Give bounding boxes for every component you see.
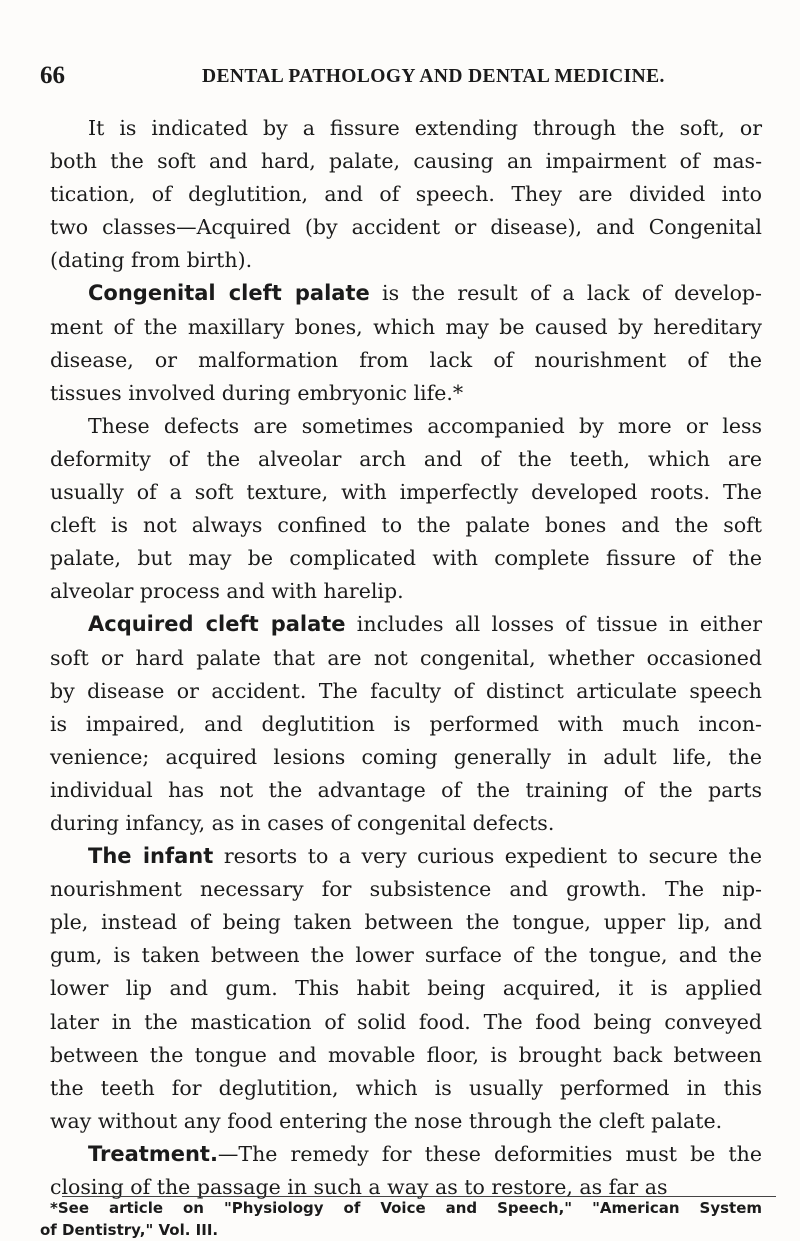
text-line — [50, 906, 762, 939]
line-text: during infancy, as in cases of congenital defects. — [50, 810, 555, 835]
line-text: These defects are sometimes accompanied by more or less — [88, 413, 762, 438]
line-text: way without any food entering the nose through the cleft palate. — [50, 1108, 723, 1133]
text-line — [50, 642, 762, 675]
text-line — [50, 708, 762, 741]
line-text: tication, of deglutition, and of speech. They are divided into — [50, 182, 762, 207]
line-text: ment of the maxillary bones, which may be caused by hereditary — [50, 314, 762, 339]
line-text: tissues involved during embryonic life.* — [50, 380, 464, 405]
line-text: It is indicated by a fissure extending through the soft, or — [88, 116, 762, 140]
line-text: between the tongue and movable floor, is brought back between — [50, 1042, 762, 1067]
text-line — [50, 178, 762, 211]
line-text: deformity of the alveolar arch and of the teeth, which are — [50, 446, 762, 471]
text-line — [50, 542, 762, 575]
line-text: the teeth for deglutition, which is usually performed in this — [50, 1075, 762, 1100]
footnote — [40, 1197, 762, 1241]
text-line — [50, 807, 762, 840]
text-line — [50, 410, 762, 443]
text-line — [50, 873, 762, 906]
text-line — [50, 675, 762, 708]
line-text: both the soft and hard, palate, causing an impairment of mas- — [50, 149, 762, 174]
text-line — [50, 344, 762, 377]
text-line — [50, 509, 762, 542]
line-text: later in the mastication of solid food. The food being conveyed — [50, 1009, 762, 1034]
line-text: ple, instead of being taken between the tongue, upper lip, and — [50, 910, 762, 935]
line-text: two classes—Acquired (by accident or disease), and Congenital — [50, 215, 762, 240]
text-line — [50, 972, 762, 1005]
line-text: —The remedy for these deformities must be the — [217, 1141, 762, 1166]
paragraph-lead: The infant — [88, 844, 214, 869]
line-text: (dating from birth). — [50, 248, 253, 273]
line-text: palate, but may be complicated with complete fissure of the — [50, 546, 762, 571]
text-line — [50, 1138, 762, 1171]
paragraph-lead: Acquired cleft palate — [88, 612, 346, 637]
line-text: resorts to a very curious expedient to secure the — [213, 844, 763, 869]
line-text: nourishment necessary for subsistence and growth. The nip- — [50, 877, 762, 902]
text-line — [50, 575, 762, 608]
text-line — [50, 741, 762, 774]
line-text: cleft is not always confined to the palate bones and the soft — [50, 513, 762, 538]
line-text: venience; acquired lesions coming generally in adult life, the — [50, 744, 762, 769]
text-line — [50, 1072, 762, 1105]
footnote-line: of Dentistry," Vol. III. — [40, 1221, 219, 1239]
line-text: closing of the passage in such a way as to restore, as far as — [50, 1175, 668, 1199]
paragraph-lead: Congenital cleft palate — [88, 281, 370, 306]
text-line — [50, 939, 762, 972]
running-head — [40, 62, 760, 96]
line-text: is impaired, and deglutition is performed with much incon- — [50, 711, 762, 736]
line-text: disease, or malformation from lack of nourishment of the — [50, 347, 762, 372]
body-text — [50, 112, 762, 1204]
line-text: lower lip and gum. This habit being acquired, it is applied — [50, 976, 762, 1001]
text-line — [50, 244, 762, 277]
text-line — [50, 211, 762, 244]
text-line — [50, 443, 762, 476]
line-text: is the result of a lack of develop- — [369, 281, 762, 306]
text-line — [50, 311, 762, 344]
line-text: gum, is taken between the lower surface of the tongue, and the — [50, 943, 762, 968]
paragraph-lead: Treatment. — [88, 1141, 218, 1166]
text-line — [50, 145, 762, 178]
text-line — [50, 112, 762, 145]
text-line — [50, 1039, 762, 1072]
text-line — [50, 277, 762, 310]
line-text: by disease or accident. The faculty of distinct articulate speech — [50, 678, 762, 703]
text-line — [50, 476, 762, 509]
text-line — [50, 1105, 762, 1138]
line-text: alveolar process and with harelip. — [50, 579, 404, 604]
line-text: soft or hard palate that are not congenital, whether occasioned — [50, 645, 762, 670]
page-number: 66 — [40, 62, 65, 89]
running-title: DENTAL PATHOLOGY AND DENTAL MEDICINE. — [202, 66, 665, 87]
text-line — [50, 774, 762, 807]
line-text: individual has not the advantage of the training of the parts — [50, 777, 762, 802]
text-line — [50, 1006, 762, 1039]
text-line — [50, 840, 762, 873]
line-text: includes all losses of tissue in either — [345, 612, 762, 637]
footnote-line: *See article on "Physiology of Voice and Speech," "American System — [50, 1199, 762, 1217]
text-line — [50, 608, 762, 641]
line-text: usually of a soft texture, with imperfectly developed roots. The — [50, 480, 762, 505]
text-line — [50, 377, 762, 410]
